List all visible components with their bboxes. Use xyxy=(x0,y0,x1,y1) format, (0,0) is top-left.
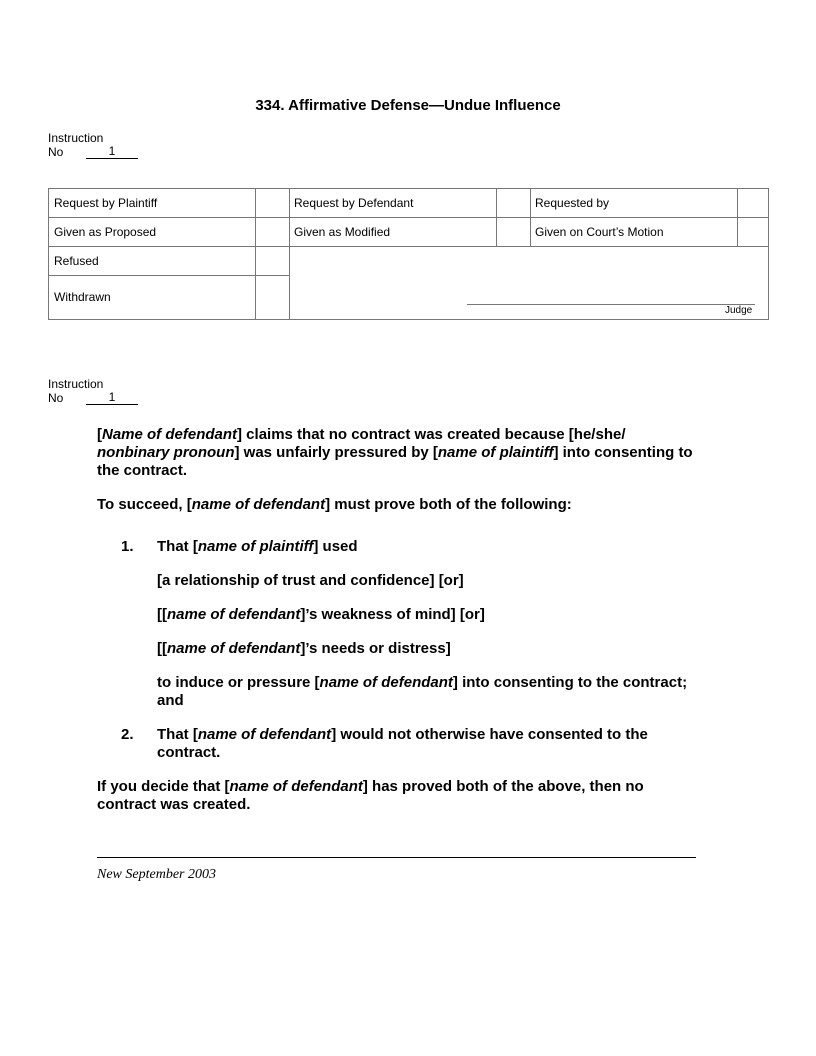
judge-signature-line xyxy=(467,304,755,305)
instruction-number: 1 xyxy=(86,145,138,159)
conclusion-paragraph: If you decide that [name of defendant] has proved both of the above, then no contract was created. xyxy=(97,778,644,813)
instruction-status-table xyxy=(48,188,769,320)
instruction-number: 1 xyxy=(86,391,138,405)
list-item xyxy=(97,538,697,710)
footer-divider xyxy=(97,857,696,858)
request-by-plaintiff-label: Request by Plaintiff xyxy=(54,196,158,210)
request-by-defendant-label: Request by Defendant xyxy=(294,196,414,210)
table-col-divider xyxy=(496,189,497,246)
item-number: 2. xyxy=(121,726,134,743)
page-title: 334. Affirmative Defense—Undue Influence xyxy=(255,97,561,114)
item-text: to induce or pressure [name of defendant] into consenting to the contract; and xyxy=(157,674,688,709)
instruction-text xyxy=(97,426,697,814)
instruction-header xyxy=(48,131,138,159)
instruction-number-row xyxy=(48,145,138,159)
instruction-number-row xyxy=(48,391,138,405)
table-row-divider xyxy=(49,275,289,276)
judge-label: Judge xyxy=(725,305,753,316)
item-text: That [name of defendant] would not otherwise have consented to the contract. xyxy=(157,726,648,761)
elements-intro-paragraph: To succeed, [name of defendant] must prove both of the following: xyxy=(97,496,572,513)
given-as-modified-label: Given as Modified xyxy=(294,225,391,239)
given-as-proposed-label: Given as Proposed xyxy=(54,225,157,239)
item-option: [a relationship of trust and confidence] [or] xyxy=(157,572,464,589)
instruction-no-label: No xyxy=(48,145,64,159)
given-on-courts-motion-label: Given on Court’s Motion xyxy=(535,225,664,239)
revision-note: New September 2003 xyxy=(97,867,216,882)
refused-label: Refused xyxy=(54,254,99,268)
intro-paragraph: [Name of defendant] claims that no contract was created because [he/she/ nonbinary pronoun] was unfairly pressured by [name of plaintiff] into consenting to the contract. xyxy=(97,426,693,479)
table-row-divider xyxy=(49,217,768,218)
table-col-divider xyxy=(255,189,256,319)
item-number: 1. xyxy=(121,538,134,555)
item-text: That [name of plaintiff] used xyxy=(157,538,358,555)
instruction-label: Instruction xyxy=(48,377,104,391)
instruction-label: Instruction xyxy=(48,131,104,145)
list-item xyxy=(97,726,697,762)
table-row-divider xyxy=(49,246,768,247)
instruction-no-label: No xyxy=(48,391,64,405)
item-option: [[name of defendant]’s needs or distress] xyxy=(157,640,451,657)
table-col-divider xyxy=(737,189,738,246)
item-option: [[name of defendant]’s weakness of mind] [or] xyxy=(157,606,485,623)
withdrawn-label: Withdrawn xyxy=(54,290,111,304)
instruction-body-header xyxy=(48,377,138,405)
requested-by-label: Requested by xyxy=(535,196,610,210)
